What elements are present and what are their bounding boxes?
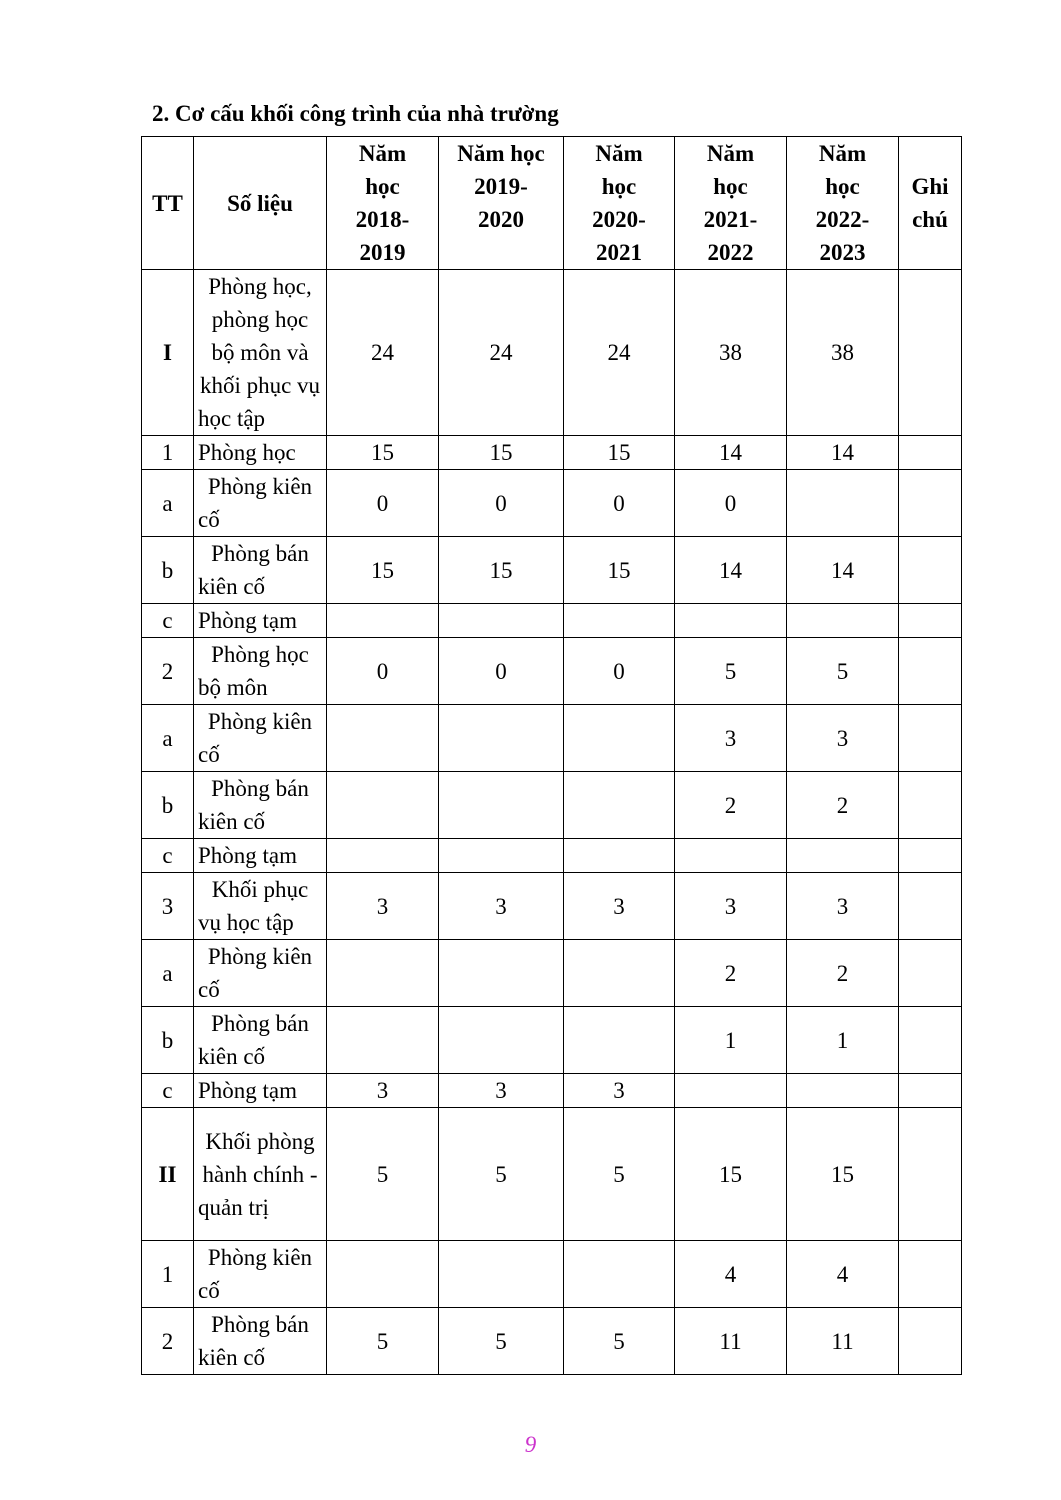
row-label: Phòng bán kiên cố — [194, 1007, 327, 1074]
cell-2022-2023: 3 — [787, 873, 899, 940]
cell-2019-2020 — [439, 1007, 564, 1074]
cell-note — [899, 1308, 962, 1375]
cell-2018-2019 — [327, 1241, 439, 1308]
cell-2019-2020 — [439, 604, 564, 638]
row-tt: 2 — [142, 638, 194, 705]
cell-note — [899, 1007, 962, 1074]
cell-note — [899, 1074, 962, 1108]
cell-2020-2021 — [564, 940, 675, 1007]
cell-2022-2023: 4 — [787, 1241, 899, 1308]
row-tt: 2 — [142, 1308, 194, 1375]
cell-2021-2022 — [675, 604, 787, 638]
row-label: Phòng học bộ môn — [194, 638, 327, 705]
cell-2021-2022: 38 — [675, 270, 787, 436]
table-row — [142, 436, 962, 470]
header-row — [142, 137, 962, 270]
row-label: Phòng học, phòng học bộ môn và khối phục vụ học tập — [194, 270, 327, 436]
row-label: Phòng kiên cố — [194, 705, 327, 772]
row-tt: b — [142, 772, 194, 839]
cell-2022-2023: 14 — [787, 436, 899, 470]
header-year-2020-2021: Năm học 2020- 2021 — [564, 137, 675, 270]
cell-2018-2019: 3 — [327, 873, 439, 940]
cell-2022-2023: 11 — [787, 1308, 899, 1375]
row-label: Phòng kiên cố — [194, 470, 327, 537]
cell-2019-2020: 5 — [439, 1308, 564, 1375]
cell-2018-2019: 0 — [327, 470, 439, 537]
table-row — [142, 839, 962, 873]
cell-2021-2022: 11 — [675, 1308, 787, 1375]
cell-2022-2023: 15 — [787, 1108, 899, 1241]
building-structure-table — [141, 136, 962, 1375]
cell-2020-2021 — [564, 604, 675, 638]
cell-2022-2023 — [787, 1074, 899, 1108]
cell-2022-2023 — [787, 839, 899, 873]
header-year-2022-2023: Năm học 2022- 2023 — [787, 137, 899, 270]
cell-2019-2020: 3 — [439, 873, 564, 940]
cell-2018-2019: 24 — [327, 270, 439, 436]
cell-2021-2022: 2 — [675, 940, 787, 1007]
cell-2021-2022: 2 — [675, 772, 787, 839]
cell-2018-2019 — [327, 772, 439, 839]
cell-2020-2021 — [564, 1007, 675, 1074]
row-tt: 3 — [142, 873, 194, 940]
cell-2022-2023: 14 — [787, 537, 899, 604]
table-row — [142, 940, 962, 1007]
table-row — [142, 1007, 962, 1074]
row-label: Phòng bán kiên cố — [194, 537, 327, 604]
cell-2019-2020: 15 — [439, 537, 564, 604]
page-number: 9 — [524, 1432, 537, 1457]
header-year-2019-2020: Năm học 2019- 2020 — [439, 137, 564, 270]
table-row — [142, 270, 962, 436]
cell-2021-2022: 14 — [675, 537, 787, 604]
cell-2022-2023: 3 — [787, 705, 899, 772]
row-label: Khối phòng hành chính - quản trị — [194, 1108, 327, 1241]
cell-2018-2019: 5 — [327, 1308, 439, 1375]
cell-2020-2021: 3 — [564, 1074, 675, 1108]
row-label: Phòng tạm — [194, 839, 327, 873]
cell-2021-2022: 3 — [675, 705, 787, 772]
cell-2021-2022: 5 — [675, 638, 787, 705]
cell-2020-2021: 15 — [564, 537, 675, 604]
cell-note — [899, 873, 962, 940]
cell-2021-2022: 4 — [675, 1241, 787, 1308]
row-label: Phòng kiên cố — [194, 940, 327, 1007]
table-row — [142, 638, 962, 705]
cell-2018-2019 — [327, 839, 439, 873]
row-tt: b — [142, 537, 194, 604]
cell-2022-2023 — [787, 470, 899, 537]
row-label: Phòng bán kiên cố — [194, 1308, 327, 1375]
cell-2022-2023: 2 — [787, 772, 899, 839]
row-label: Khối phục vụ học tập — [194, 873, 327, 940]
cell-2018-2019: 15 — [327, 436, 439, 470]
cell-note — [899, 940, 962, 1007]
cell-2020-2021: 15 — [564, 436, 675, 470]
cell-2021-2022 — [675, 1074, 787, 1108]
table-row — [142, 772, 962, 839]
cell-note — [899, 638, 962, 705]
cell-note — [899, 1108, 962, 1241]
header-so-lieu: Số liệu — [194, 137, 327, 270]
row-label: Phòng bán kiên cố — [194, 772, 327, 839]
cell-note — [899, 772, 962, 839]
table-row — [142, 1241, 962, 1308]
cell-2018-2019: 0 — [327, 638, 439, 705]
table-row — [142, 1074, 962, 1108]
cell-2018-2019 — [327, 604, 439, 638]
cell-2020-2021: 5 — [564, 1108, 675, 1241]
cell-2020-2021 — [564, 705, 675, 772]
row-label: Phòng kiên cố — [194, 1241, 327, 1308]
row-tt: a — [142, 470, 194, 537]
table-row — [142, 1308, 962, 1375]
cell-2019-2020: 15 — [439, 436, 564, 470]
cell-2020-2021: 24 — [564, 270, 675, 436]
cell-2018-2019 — [327, 940, 439, 1007]
row-label: Phòng tạm — [194, 1074, 327, 1108]
row-tt: b — [142, 1007, 194, 1074]
cell-note — [899, 470, 962, 537]
cell-2021-2022: 3 — [675, 873, 787, 940]
table-row — [142, 1108, 962, 1241]
table-row — [142, 705, 962, 772]
cell-2019-2020 — [439, 839, 564, 873]
section-heading: 2. Cơ cấu khối công trình của nhà trường — [152, 101, 559, 126]
cell-2022-2023: 2 — [787, 940, 899, 1007]
cell-2019-2020 — [439, 772, 564, 839]
row-tt: c — [142, 604, 194, 638]
cell-note — [899, 839, 962, 873]
cell-2020-2021 — [564, 839, 675, 873]
cell-note — [899, 270, 962, 436]
cell-2020-2021 — [564, 1241, 675, 1308]
cell-2022-2023: 38 — [787, 270, 899, 436]
cell-2020-2021: 5 — [564, 1308, 675, 1375]
cell-2018-2019 — [327, 705, 439, 772]
cell-2021-2022: 1 — [675, 1007, 787, 1074]
cell-2019-2020 — [439, 705, 564, 772]
cell-2018-2019: 15 — [327, 537, 439, 604]
cell-note — [899, 537, 962, 604]
cell-note — [899, 1241, 962, 1308]
cell-2020-2021 — [564, 772, 675, 839]
table-row — [142, 537, 962, 604]
cell-2021-2022 — [675, 839, 787, 873]
row-tt: II — [142, 1108, 194, 1241]
cell-2019-2020: 3 — [439, 1074, 564, 1108]
cell-2019-2020: 0 — [439, 470, 564, 537]
table-row — [142, 873, 962, 940]
row-tt: 1 — [142, 1241, 194, 1308]
header-tt: TT — [142, 137, 194, 270]
cell-2019-2020: 0 — [439, 638, 564, 705]
cell-2019-2020 — [439, 940, 564, 1007]
header-year-2018-2019: Năm học 2018- 2019 — [327, 137, 439, 270]
cell-2019-2020: 5 — [439, 1108, 564, 1241]
cell-2020-2021: 0 — [564, 470, 675, 537]
cell-note — [899, 436, 962, 470]
table-row — [142, 470, 962, 537]
row-label: Phòng học — [194, 436, 327, 470]
cell-2018-2019: 5 — [327, 1108, 439, 1241]
row-tt: c — [142, 1074, 194, 1108]
row-tt: a — [142, 705, 194, 772]
row-tt: c — [142, 839, 194, 873]
cell-2022-2023: 1 — [787, 1007, 899, 1074]
cell-2020-2021: 3 — [564, 873, 675, 940]
table-row — [142, 604, 962, 638]
row-label: Phòng tạm — [194, 604, 327, 638]
cell-2018-2019 — [327, 1007, 439, 1074]
cell-2021-2022: 0 — [675, 470, 787, 537]
cell-note — [899, 705, 962, 772]
header-ghi-chu: Ghi chú — [899, 137, 962, 270]
cell-2022-2023 — [787, 604, 899, 638]
cell-2019-2020: 24 — [439, 270, 564, 436]
cell-2022-2023: 5 — [787, 638, 899, 705]
cell-2018-2019: 3 — [327, 1074, 439, 1108]
cell-note — [899, 604, 962, 638]
cell-2020-2021: 0 — [564, 638, 675, 705]
row-tt: 1 — [142, 436, 194, 470]
cell-2019-2020 — [439, 1241, 564, 1308]
row-tt: I — [142, 270, 194, 436]
header-year-2021-2022: Năm học 2021- 2022 — [675, 137, 787, 270]
row-tt: a — [142, 940, 194, 1007]
cell-2021-2022: 15 — [675, 1108, 787, 1241]
cell-2021-2022: 14 — [675, 436, 787, 470]
